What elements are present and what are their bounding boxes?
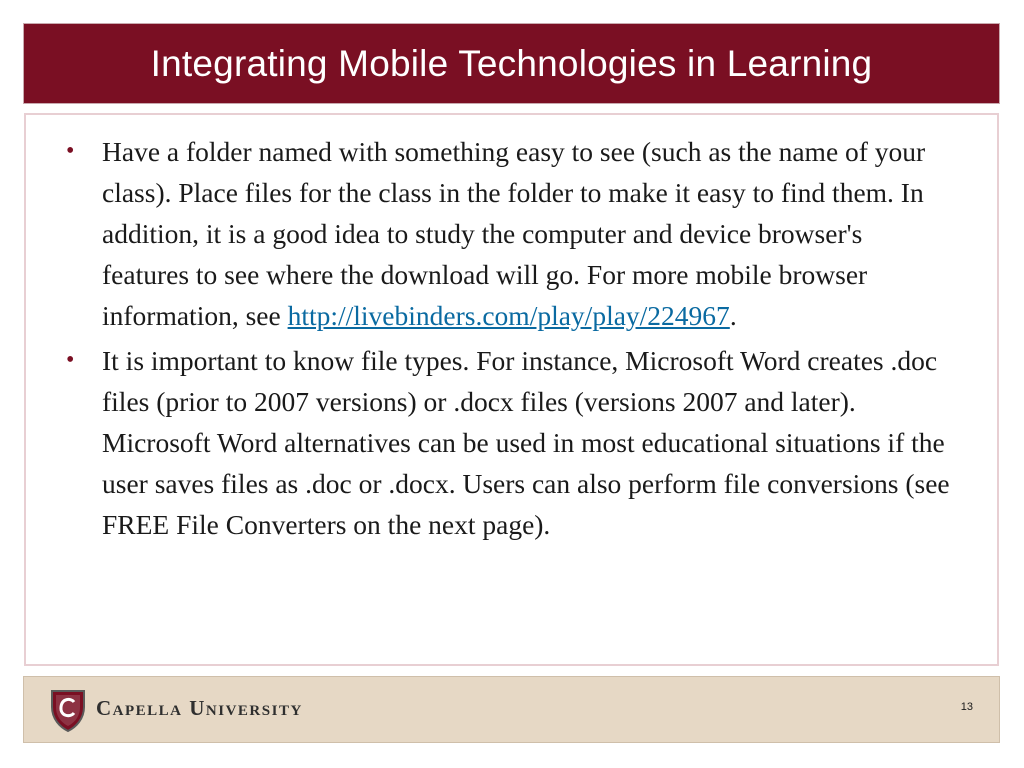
livebinders-link[interactable]: http://livebinders.com/play/play/224967 — [287, 300, 730, 331]
bullet-marker: • — [66, 138, 75, 164]
content-panel — [24, 113, 999, 666]
footer-bar — [24, 677, 999, 742]
slide-title: Integrating Mobile Technologies in Learning — [150, 42, 873, 84]
university-name: Capella University — [96, 696, 303, 720]
title-bar — [24, 24, 999, 103]
bullet-text-end: . — [729, 300, 737, 331]
bullet-text: Have a folder named with something easy to see (such as the name of your class). Place files for the class in the folder to make it easy to find them. In addition, it is a good idea to study the computer and device browser's features to see where the download will go. For more mobile browser information, see — [102, 136, 926, 331]
bullet-item — [66, 131, 956, 336]
page-number: 13 — [960, 701, 973, 713]
shield-icon — [48, 687, 88, 733]
bullet-marker: • — [66, 347, 75, 373]
bullet-item — [66, 340, 956, 545]
bullet-list — [66, 131, 956, 549]
bullet-text: It is important to know file types. For instance, Microsoft Word creates .doc files (prior to 2007 versions) or .docx files (versions 2007 and later). Microsoft Word alternatives can be used in most educational situations if the user saves files as .doc or .docx. Users can also perform file conversions (see FREE File Converters on the next page). — [102, 345, 950, 540]
